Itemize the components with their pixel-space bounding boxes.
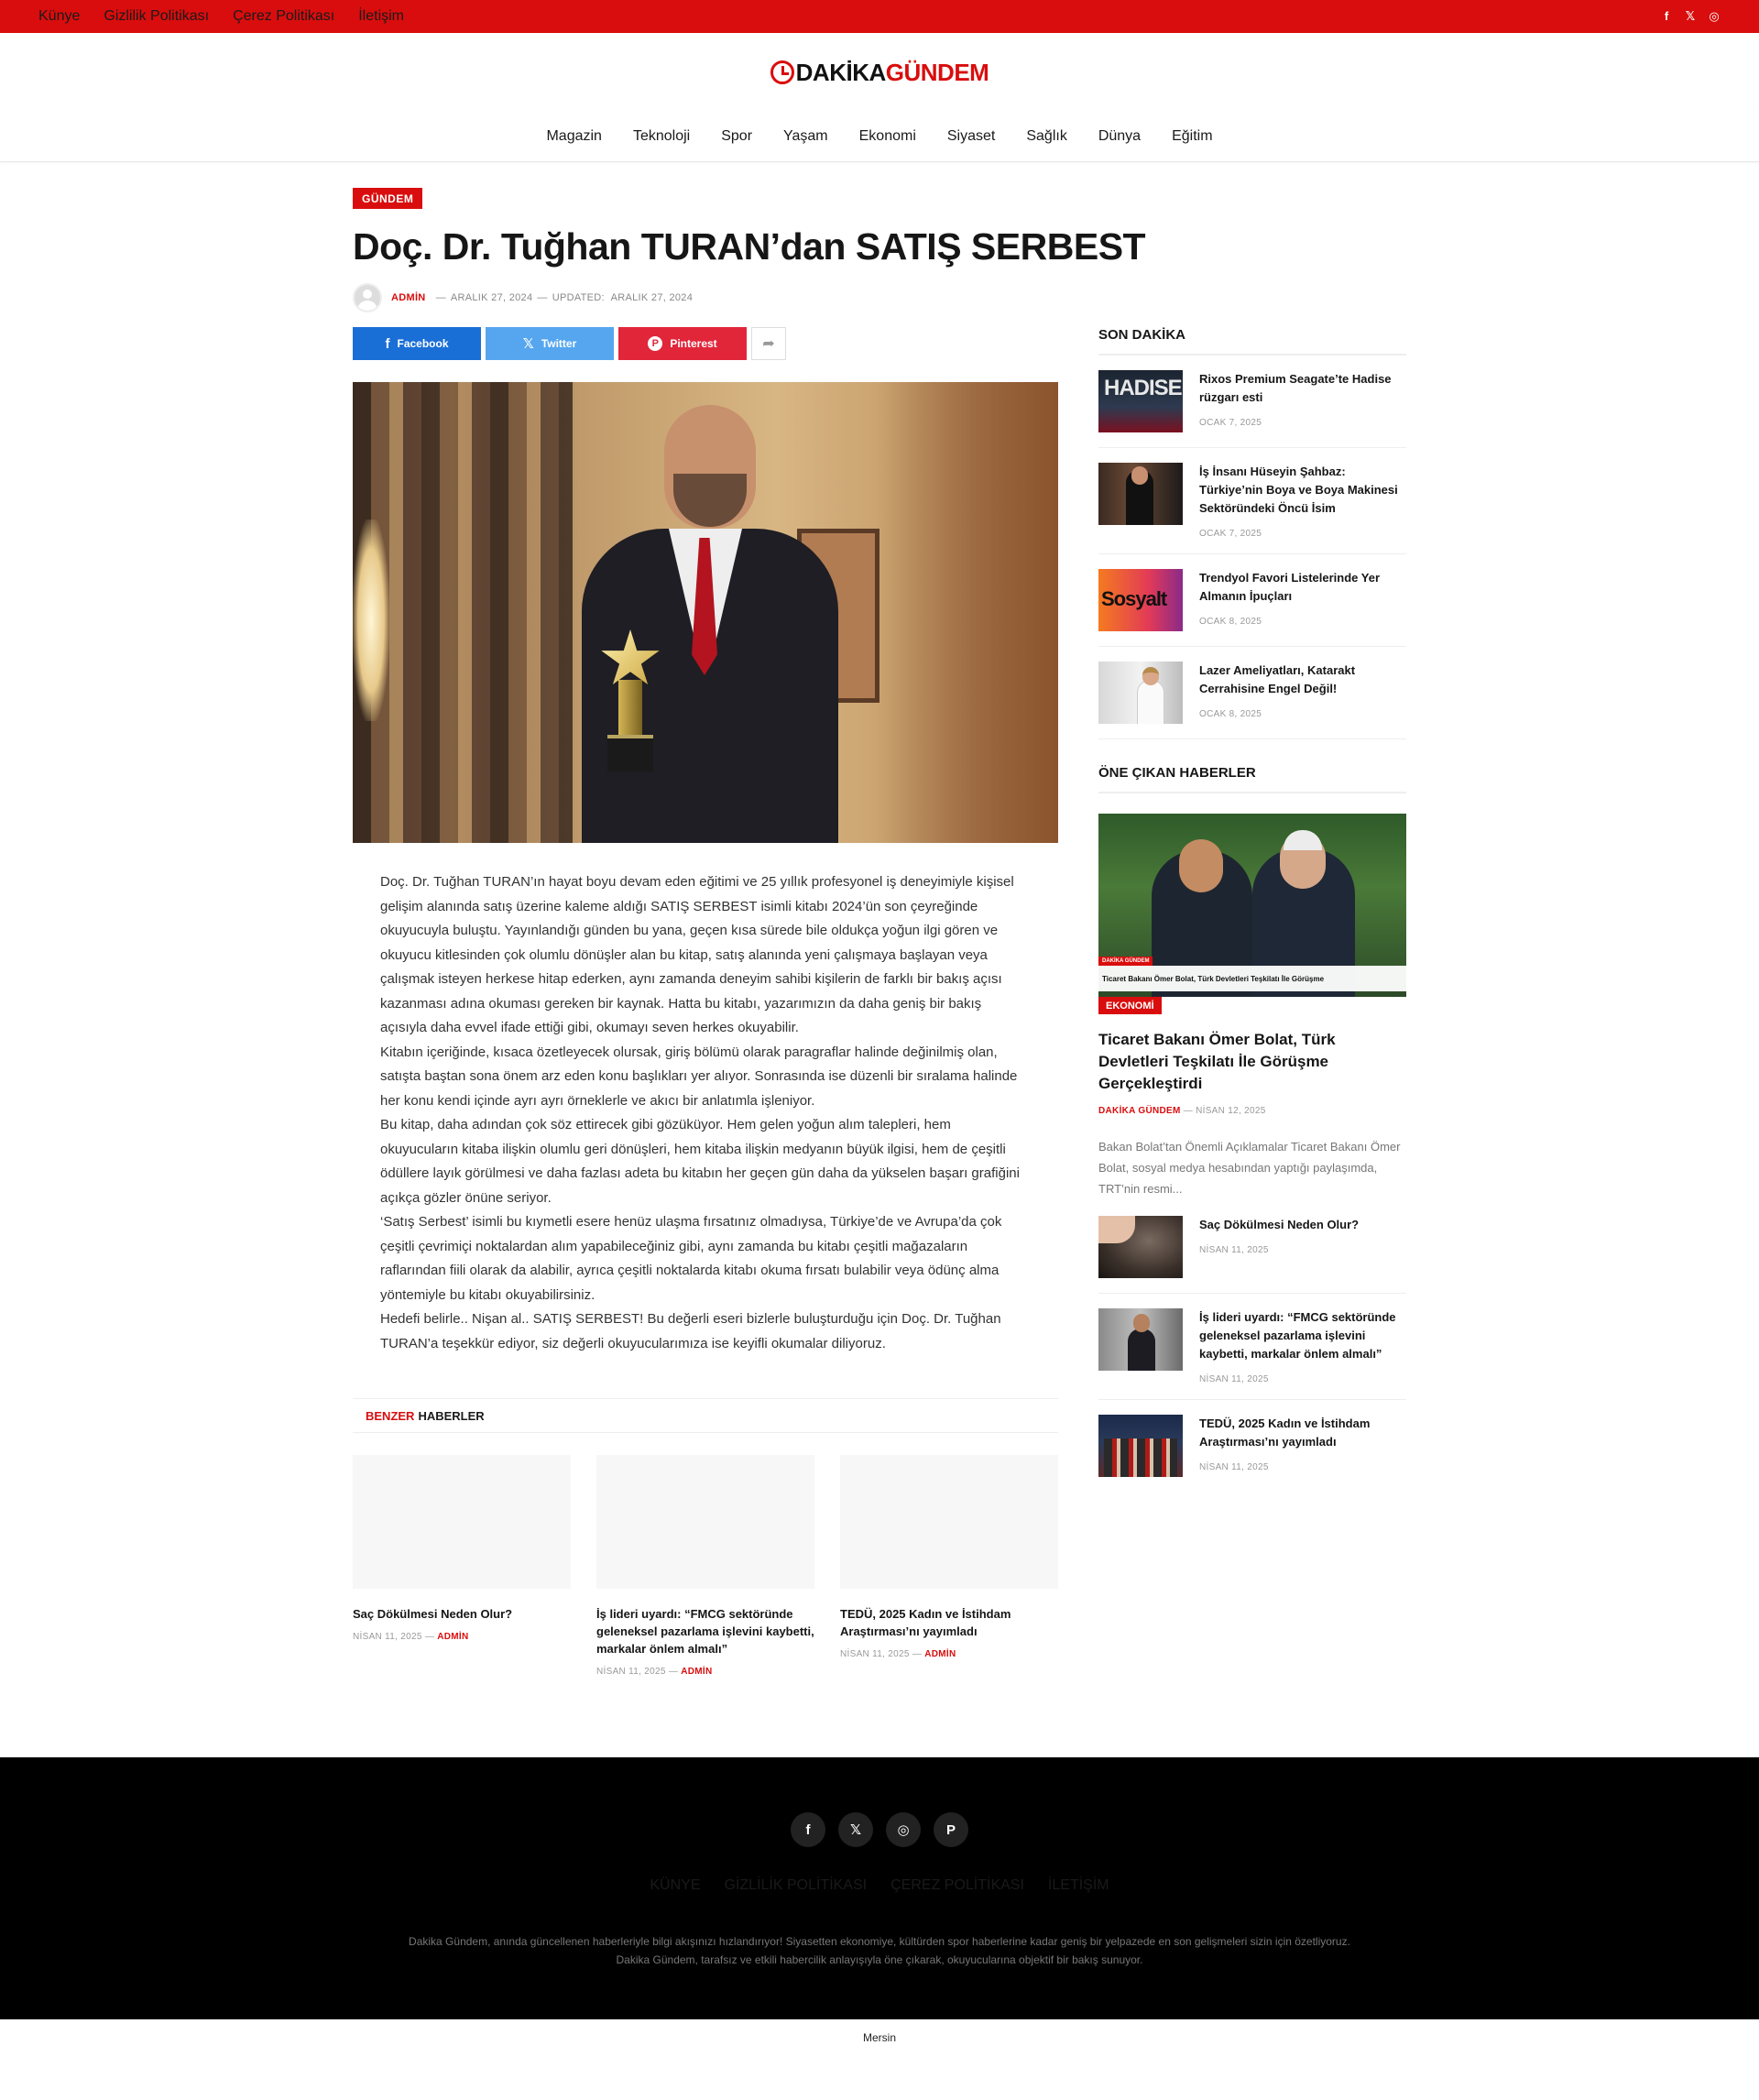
clock-icon xyxy=(770,60,794,84)
related-meta: NİSAN 11, 2025 — ADMİN xyxy=(353,1632,469,1642)
news-date: NİSAN 11, 2025 xyxy=(1199,1462,1269,1472)
related-date: NİSAN 11, 2025 xyxy=(596,1667,666,1677)
share-more-button[interactable] xyxy=(751,327,786,360)
news-text xyxy=(1199,370,1406,432)
meta-separator: — xyxy=(435,292,446,303)
news-title[interactable]: TEDÜ, 2025 Kadın ve İstihdam Araştırması’nı yayımladı xyxy=(1199,1416,1371,1449)
news-date: OCAK 8, 2025 xyxy=(1199,709,1262,719)
top-link-cookie[interactable]: Çerez Politikası xyxy=(233,8,335,24)
featured-news-date: NİSAN 12, 2025 xyxy=(1196,1106,1266,1116)
instagram-icon[interactable]: ◎ xyxy=(886,1812,921,1847)
news-title[interactable]: İş lideri uyardı: “FMCG sektöründe geleneksel pazarlama işlevini kaybetti, markalar önlem almalı” xyxy=(1199,1310,1396,1361)
featured-news-title[interactable]: Ticaret Bakanı Ömer Bolat, Türk Devletleri Teşkilatı İle Görüşme Gerçekleştirdi xyxy=(1098,1031,1336,1092)
news-date: OCAK 7, 2025 xyxy=(1199,529,1262,539)
news-text xyxy=(1199,1415,1406,1477)
related-author[interactable]: ADMİN xyxy=(681,1667,713,1677)
image-trophy-stem xyxy=(618,680,642,739)
news-thumbnail[interactable] xyxy=(1098,1216,1183,1278)
image-caption-text: Ticaret Bakanı Ömer Bolat, Türk Devletleri Teşkilatı İle Görüşme xyxy=(1102,975,1325,983)
updated-label: UPDATED: xyxy=(552,292,605,303)
news-thumbnail[interactable] xyxy=(1098,1308,1183,1371)
updated-date: ARALIK 27, 2024 xyxy=(610,292,694,303)
related-thumbnail[interactable] xyxy=(840,1455,1058,1589)
image-lamp xyxy=(353,520,389,721)
related-item xyxy=(840,1455,1058,1677)
top-social xyxy=(1660,9,1721,24)
share-facebook-button[interactable] xyxy=(353,327,481,360)
sidebar xyxy=(1098,327,1406,1677)
footer-link-contact[interactable]: İLETİŞİM xyxy=(1047,1877,1109,1893)
related-heading-rest: HABERLER xyxy=(418,1408,485,1423)
one-cikan-title: ÖNE ÇIKAN HABERLER xyxy=(1098,765,1406,793)
top-link-privacy[interactable]: Gizlilik Politikası xyxy=(104,8,210,24)
site-logo[interactable] xyxy=(770,59,989,87)
nav-item-teknoloji[interactable]: Teknoloji xyxy=(632,128,691,144)
featured-category-badge[interactable]: EKONOMİ xyxy=(1098,997,1162,1014)
thumbnail-figure-head xyxy=(1142,667,1159,685)
list-item xyxy=(1098,554,1406,647)
bottom-location: Mersin xyxy=(862,2031,896,2044)
featured-news xyxy=(1098,814,1406,1216)
post-header xyxy=(353,162,1406,312)
footer-link-kunye[interactable]: KÜNYE xyxy=(650,1877,701,1893)
nav-item-dunya[interactable]: Dünya xyxy=(1098,128,1142,144)
news-text xyxy=(1199,569,1406,631)
post-meta xyxy=(353,283,1406,312)
logo-text-dakika: DAKİKA xyxy=(795,58,886,86)
footer-description-line: Dakika Gündem, anında güncellenen haberleriyle bilgi akışınızı hızlandırıyor! Siyasetten ekonomiye, kültürden spor haberlerine kadar geniş bir yelpazede en son gelişmeleri sizin için özetliyoruz. xyxy=(409,1935,1350,1948)
featured-image xyxy=(353,382,1058,843)
featured-news-image[interactable] xyxy=(1098,814,1406,997)
thumbnail-hand xyxy=(1098,1216,1135,1243)
featured-news-author[interactable]: DAKİKA GÜNDEM xyxy=(1098,1106,1181,1116)
share-twitter-button[interactable] xyxy=(486,327,614,360)
columns xyxy=(353,327,1406,1677)
news-thumbnail[interactable] xyxy=(1098,370,1183,432)
news-thumbnail[interactable] xyxy=(1098,463,1183,525)
related-meta: NİSAN 11, 2025 — ADMİN xyxy=(596,1667,713,1677)
image-wall xyxy=(875,382,1058,843)
news-title[interactable]: Lazer Ameliyatları, Katarakt Cerrahisine Engel Değil! xyxy=(1199,663,1356,695)
article-body xyxy=(353,843,1058,1356)
top-link-contact[interactable]: İletişim xyxy=(358,8,404,24)
facebook-icon: f xyxy=(385,335,390,352)
nav-item-ekonomi[interactable]: Ekonomi xyxy=(858,128,916,144)
main-nav xyxy=(0,112,1759,162)
post-date: ARALIK 27, 2024 xyxy=(450,292,533,303)
article-paragraph: ‘Satış Serbest’ isimli bu kıymetli esere henüz ulaşma fırsatınız olmadıysa, Türkiye’de ve Avrupa’da çok çeşitli çevrimiçi noktalardan alım yapabileceğiniz gibi, aynı zamanda bu kitabı çeşitli mağazaların raflarından fiili olarak da alabilir, ayrıca çeşitli noktalarda kitabı okuma fırsatı bulabilir veya ödünç alma yöntemiyle bu kitabı okuyabilirsiniz. xyxy=(380,1214,1002,1303)
footer-social xyxy=(0,1757,1759,1847)
news-date: OCAK 8, 2025 xyxy=(1199,617,1262,627)
thumbnail-group xyxy=(1104,1438,1177,1477)
footer-link-privacy[interactable]: GİZLİLİK POLİTİKASI xyxy=(724,1877,868,1893)
category-badge[interactable]: GÜNDEM xyxy=(353,188,422,209)
list-item xyxy=(1098,1216,1406,1294)
related-date: NİSAN 11, 2025 xyxy=(840,1649,910,1659)
related-heading xyxy=(353,1398,1058,1433)
son-dakika-title: SON DAKİKA xyxy=(1098,327,1406,355)
author-link[interactable]: ADMİN xyxy=(391,292,426,303)
news-thumbnail[interactable] xyxy=(1098,1415,1183,1477)
article-paragraph: Kitabın içeriğinde, kısaca özetleyecek olursak, giriş bölümü olarak paragraflar halinde değinilmiş olan, satışta baştan sona önem arz eden konu başlıkları yer alıyor. Sonrasında ise düzenli bir sıralama halinde her konu kendi içinde ayrı ayrı örneklerle ve akıcı bir anlatımla işleniyor. xyxy=(380,1044,1018,1109)
content-wrap xyxy=(353,162,1406,1677)
news-thumbnail[interactable] xyxy=(1098,662,1183,724)
featured-news-excerpt: Bakan Bolat’tan Önemli Açıklamalar Ticaret Bakanı Ömer Bolat, sosyal medya hesabından yaptığı paylaşımda, TRT’nin resmi... xyxy=(1098,1140,1401,1196)
related-thumbnail[interactable] xyxy=(353,1455,571,1589)
news-title[interactable]: Saç Dökülmesi Neden Olur? xyxy=(1199,1218,1360,1231)
image-caption-tag: DAKİKA GÜNDEM xyxy=(1098,957,1153,966)
nav-item-saglik[interactable]: Sağlık xyxy=(1026,128,1067,144)
news-date: NİSAN 11, 2025 xyxy=(1199,1374,1269,1384)
meta-separator: — xyxy=(537,292,548,303)
share-bar xyxy=(353,327,1058,360)
nav-item-spor[interactable]: Spor xyxy=(721,128,753,144)
related-date: NİSAN 11, 2025 xyxy=(353,1632,422,1642)
facebook-icon[interactable]: f xyxy=(1664,9,1669,23)
related-list xyxy=(353,1455,1058,1677)
news-title[interactable]: Trendyol Favori Listelerinde Yer Almanın İpuçları xyxy=(1199,571,1380,603)
list-item xyxy=(1098,1294,1406,1400)
related-author[interactable]: ADMİN xyxy=(437,1632,469,1642)
bottom-bar xyxy=(0,2019,1759,2056)
facebook-icon[interactable]: f xyxy=(791,1812,825,1847)
article-paragraph: Hedefi belirle.. Nişan al.. SATIŞ SERBEST! Bu değerli eseri bizlerle buluşturduğu için Doç. Dr. Tuğhan TURAN’a teşekkür ediyor, siz değerli okuyucularımıza ise keyifli okumalar diliyoruz. xyxy=(380,1311,1001,1351)
x-icon[interactable]: 𝕏 xyxy=(838,1812,873,1847)
instagram-icon[interactable]: ◎ xyxy=(1709,9,1720,23)
main-column xyxy=(353,327,1058,1677)
news-title[interactable]: İş İnsanı Hüseyin Şahbaz: Türkiye’nin Boya ve Boya Makinesi Sektöründeki Öncü İsim xyxy=(1199,465,1398,515)
related-title[interactable]: Saç Dökülmesi Neden Olur? xyxy=(353,1607,513,1621)
news-text xyxy=(1199,463,1406,539)
list-item xyxy=(1098,448,1406,554)
footer xyxy=(0,1757,1759,2019)
top-link-kunye[interactable]: Künye xyxy=(38,8,81,24)
image-trophy-base xyxy=(607,735,653,771)
article-paragraph: Doç. Dr. Tuğhan TURAN’ın hayat boyu devam eden eğitimi ve 25 yıllık profesyonel iş deneyimiyle kişisel gelişim alanında satış üzerine kaleme aldığı SATIŞ SERBEST isimli kitabı 2024’ün son çeyreğinde okuyucuyla buluştu. Yayınlandığı günden bu yana, geçen kısa sürede bile oldukça yoğun ilgi gören ve okuyucu kitlesinden çok olumlu dönüşler alan bu kitap, satış alanında yeni çalışmaya başlayan veya çalışmak isteyen herkese hitap ederken, aynı zamanda deneyim sahibi kişilerin de farklı bir bakış açısı kazanması adına okuması gereken bir kaynak. Hatta bu kitabı, yazarımızın da daha geniş bir bakış açısıyla daha evvel ifade ettiği gibi, okumayı seven herkes okuyabilir. xyxy=(380,874,1014,1035)
related-title[interactable]: TEDÜ, 2025 Kadın ve İstihdam Araştırması’nı yayımladı xyxy=(840,1607,1011,1638)
x-icon: 𝕏 xyxy=(522,336,534,352)
thumbnail-figure-head xyxy=(1133,1314,1150,1332)
footer-description-line: Dakika Gündem, tarafsız ve etkili habercilik anlayışıyla öne çıkarak, okuyucularına objektif bir bakış sunuyor. xyxy=(616,1953,1143,1966)
footer-link-cookie[interactable]: ÇEREZ POLİTİKASI xyxy=(890,1877,1024,1893)
news-date: NİSAN 11, 2025 xyxy=(1199,1245,1269,1255)
share-twitter-label: Twitter xyxy=(541,337,577,350)
thumbnail-figure-head xyxy=(1131,466,1148,485)
top-bar xyxy=(0,0,1759,33)
related-item xyxy=(353,1455,571,1677)
image-caption-strip xyxy=(1098,958,1406,991)
thumbnail-text: Sosyalt xyxy=(1101,587,1167,610)
list-item xyxy=(1098,355,1406,448)
logo-text-gundem: GÜNDEM xyxy=(885,58,989,86)
featured-news-meta: DAKİKA GÜNDEM — NİSAN 12, 2025 xyxy=(1098,1106,1266,1116)
top-links xyxy=(38,8,404,25)
footer-nav xyxy=(0,1877,1759,1894)
news-text xyxy=(1199,662,1406,724)
nav-item-magazin[interactable]: Magazin xyxy=(546,128,602,144)
nav-item-siyaset[interactable]: Siyaset xyxy=(946,128,996,144)
list-item xyxy=(1098,1400,1406,1492)
pinterest-icon[interactable]: P xyxy=(934,1812,968,1847)
header xyxy=(0,33,1759,112)
news-text xyxy=(1199,1216,1359,1278)
thumbnail-figure xyxy=(1137,680,1164,724)
image-person-left-head xyxy=(1179,839,1223,892)
nav-item-egitim[interactable]: Eğitim xyxy=(1172,128,1213,144)
list-item xyxy=(1098,647,1406,739)
image-person-right-head xyxy=(1280,834,1326,889)
share-icon: ➦ xyxy=(762,336,775,352)
share-pinterest-button[interactable] xyxy=(618,327,747,360)
related-thumbnail[interactable] xyxy=(596,1455,814,1589)
related-author[interactable]: ADMİN xyxy=(924,1649,956,1659)
nav-item-yasam[interactable]: Yaşam xyxy=(783,128,828,144)
avatar[interactable] xyxy=(353,283,382,312)
article-paragraph: Bu kitap, daha adından çok söz ettirecek gibi gözüküyor. Hem gelen yoğun alım talepleri, hem okuyucuların kitaba ilişkin olumlu geri dönüşleri, hem kitaba ilişkin medyanın büyük ilgisi, hem de çeşitli ödüllere layık görülmesi ve daha fazlası adeta bu kitabın her geçen gün daha da yükselen başarı grafiğini açıkça gözler önüne seriyor. xyxy=(380,1117,1020,1206)
news-thumbnail[interactable] xyxy=(1098,569,1183,631)
footer-description xyxy=(353,1932,1406,1969)
thumbnail-text: HADISE xyxy=(1104,376,1182,400)
share-pinterest-label: Pinterest xyxy=(670,337,717,350)
pinterest-icon: P xyxy=(648,336,662,351)
news-title[interactable]: Rixos Premium Seagate’te Hadise rüzgarı esti xyxy=(1199,372,1392,404)
news-text xyxy=(1199,1308,1406,1384)
page-title: Doç. Dr. Tuğhan TURAN’dan SATIŞ SERBEST xyxy=(353,225,1146,268)
news-date: OCAK 7, 2025 xyxy=(1199,418,1262,428)
x-icon[interactable]: 𝕏 xyxy=(1685,9,1696,23)
thumbnail-figure xyxy=(1128,1329,1155,1371)
share-facebook-label: Facebook xyxy=(397,337,449,350)
related-heading-red: BENZER xyxy=(366,1408,415,1423)
related-meta: NİSAN 11, 2025 — ADMİN xyxy=(840,1649,956,1659)
related-title[interactable]: İş lideri uyardı: “FMCG sektöründe geleneksel pazarlama işlevini kaybetti, markalar önlem almalı” xyxy=(596,1607,814,1656)
related-item xyxy=(596,1455,814,1677)
